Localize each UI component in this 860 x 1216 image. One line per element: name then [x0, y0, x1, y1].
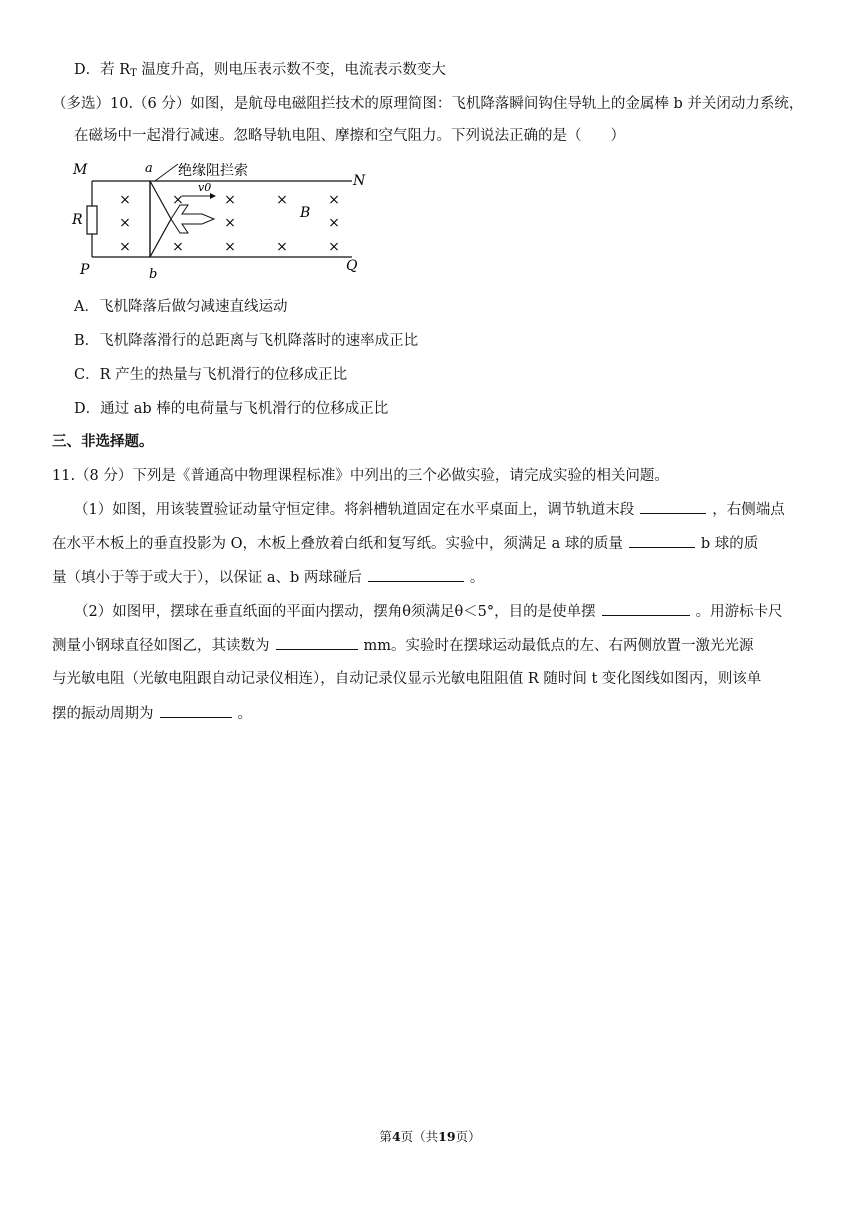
section3-title: 三、非选择题。	[52, 433, 154, 450]
magnetic-field-crosses	[119, 192, 340, 255]
answer-blank-2[interactable]	[629, 533, 695, 548]
resistor-R	[87, 206, 97, 234]
field-cross-7: ×	[224, 239, 236, 255]
label-a: a	[145, 161, 153, 176]
q11-p2-line1-text-b: 。用游标卡尺	[695, 604, 783, 620]
q9-option-d-rest: 温度升高，则电压表示数不变，电流表示数变大	[136, 62, 446, 78]
footer-mid: 页（共	[400, 1129, 439, 1144]
q11-p1-line3-text-b: 。	[469, 570, 485, 586]
q10-option-d: D．通过 ab 棒的电荷量与飞机滑行的位移成正比	[74, 401, 389, 417]
footer-post: 页）	[455, 1129, 481, 1144]
q9-option-d-text: D．若 R	[74, 62, 131, 78]
q10-stem-line2: 在磁场中一起滑行减速。忽略导轨电阻、摩擦和空气阻力。下列说法正确的是（ ）	[74, 128, 625, 144]
footer-total-pages: 19	[438, 1129, 456, 1144]
label-Q: Q	[346, 258, 358, 274]
label-B: B	[300, 205, 311, 221]
q10-option-b: B．飞机降落滑行的总距离与飞机降落时的速率成正比	[74, 333, 419, 349]
answer-blank-3[interactable]	[368, 567, 464, 582]
field-cross-5: ×	[224, 192, 236, 208]
q10-option-c: C．R 产生的热量与飞机滑行的位移成正比	[74, 367, 348, 383]
label-rope: 绝缘阻拦索	[178, 163, 248, 179]
footer-page-number: 4	[391, 1129, 401, 1144]
label-b: b	[149, 267, 158, 282]
q11-p2-line4-text-a: 摆的振动周期为	[52, 706, 154, 722]
label-v0: v0	[198, 181, 212, 194]
q11-p2-line4-text-b: 。	[237, 706, 252, 722]
q11-p2-line4	[52, 703, 252, 724]
q11-p1-line1-text-b: ，右侧端点	[712, 502, 785, 518]
field-cross-8: ×	[276, 192, 288, 208]
field-cross-3: ×	[172, 192, 184, 208]
q11-p1-line1-text-a: （1）如图，用该装置验证动量守恒定律。将斜槽轨道固定在水平桌面上，调节轨道末段	[74, 502, 635, 518]
answer-blank-6[interactable]	[160, 703, 232, 718]
q11-p1-line2-text-b: b 球的质	[700, 536, 759, 552]
field-cross-6: ×	[224, 215, 236, 231]
q11-p1-line3	[52, 567, 484, 588]
field-cross-4: ×	[172, 239, 184, 255]
field-cross-10: ×	[328, 192, 340, 208]
label-R: R	[72, 212, 83, 228]
label-M: M	[73, 162, 88, 178]
q11-p2-line2	[52, 635, 754, 656]
q9-option-d	[74, 60, 446, 84]
q11-p1-line1	[74, 499, 785, 520]
rope-pointer-line	[155, 164, 178, 181]
answer-blank-1[interactable]	[640, 499, 706, 514]
label-N: N	[353, 173, 366, 189]
q11-p2-line2-text-b: mm。实验时在摆球运动最低点的左、右两侧放置一激光光源	[363, 638, 754, 654]
q11-p2-line1-text-a: （2）如图甲，摆球在垂直纸面的平面内摆动，摆角θ须满足θ＜5°，目的是使单摆	[74, 604, 596, 620]
page-footer	[0, 1127, 860, 1145]
q10-stem-line1: （多选）10.（6 分）如图，是航母电磁阻拦技术的原理简图：飞机降落瞬间钩住导轨上的金属棒 b 并关闭动力系统，	[52, 96, 804, 112]
q11-p2-line2-text-a: 测量小钢球直径如图乙，其读数为	[52, 638, 270, 654]
q11-p2-line1	[74, 601, 783, 622]
field-cross-0: ×	[119, 192, 131, 208]
q11-p1-line3-text-a: 量（填小于等于或大于），以保证 a、b 两球碰后	[52, 570, 362, 586]
q11-p1-line2-text-a: 在水平木板上的垂直投影为 O，木板上叠放着白纸和复写纸。实验中，须满足 a 球的质量	[52, 536, 623, 552]
q11-stem: 11.（8 分）下列是《普通高中物理课程标准》中列出的三个必做实验，请完成实验的相关问题。	[52, 468, 669, 484]
footer-pre: 第	[379, 1129, 392, 1144]
field-cross-1: ×	[119, 215, 131, 231]
answer-blank-5[interactable]	[276, 635, 358, 650]
aircraft-icon	[171, 205, 214, 233]
field-cross-11: ×	[328, 215, 340, 231]
arrest-rope	[150, 181, 171, 257]
q10-option-a: A．飞机降落后做匀减速直线运动	[74, 299, 288, 315]
field-cross-2: ×	[119, 239, 131, 255]
label-P: P	[80, 262, 90, 278]
rail-circuit-diagram	[70, 158, 370, 284]
q11-p1-line2	[52, 533, 758, 554]
q11-p2-line3: 与光敏电阻（光敏电阻跟自动记录仪相连），自动记录仪显示光敏电阻阻值 R 随时间 t 变化图线如图丙，则该单	[52, 671, 762, 687]
answer-blank-4[interactable]	[602, 601, 690, 616]
field-cross-9: ×	[276, 239, 288, 255]
field-cross-12: ×	[328, 239, 340, 255]
q9-option-d-subscript: T	[130, 68, 137, 79]
